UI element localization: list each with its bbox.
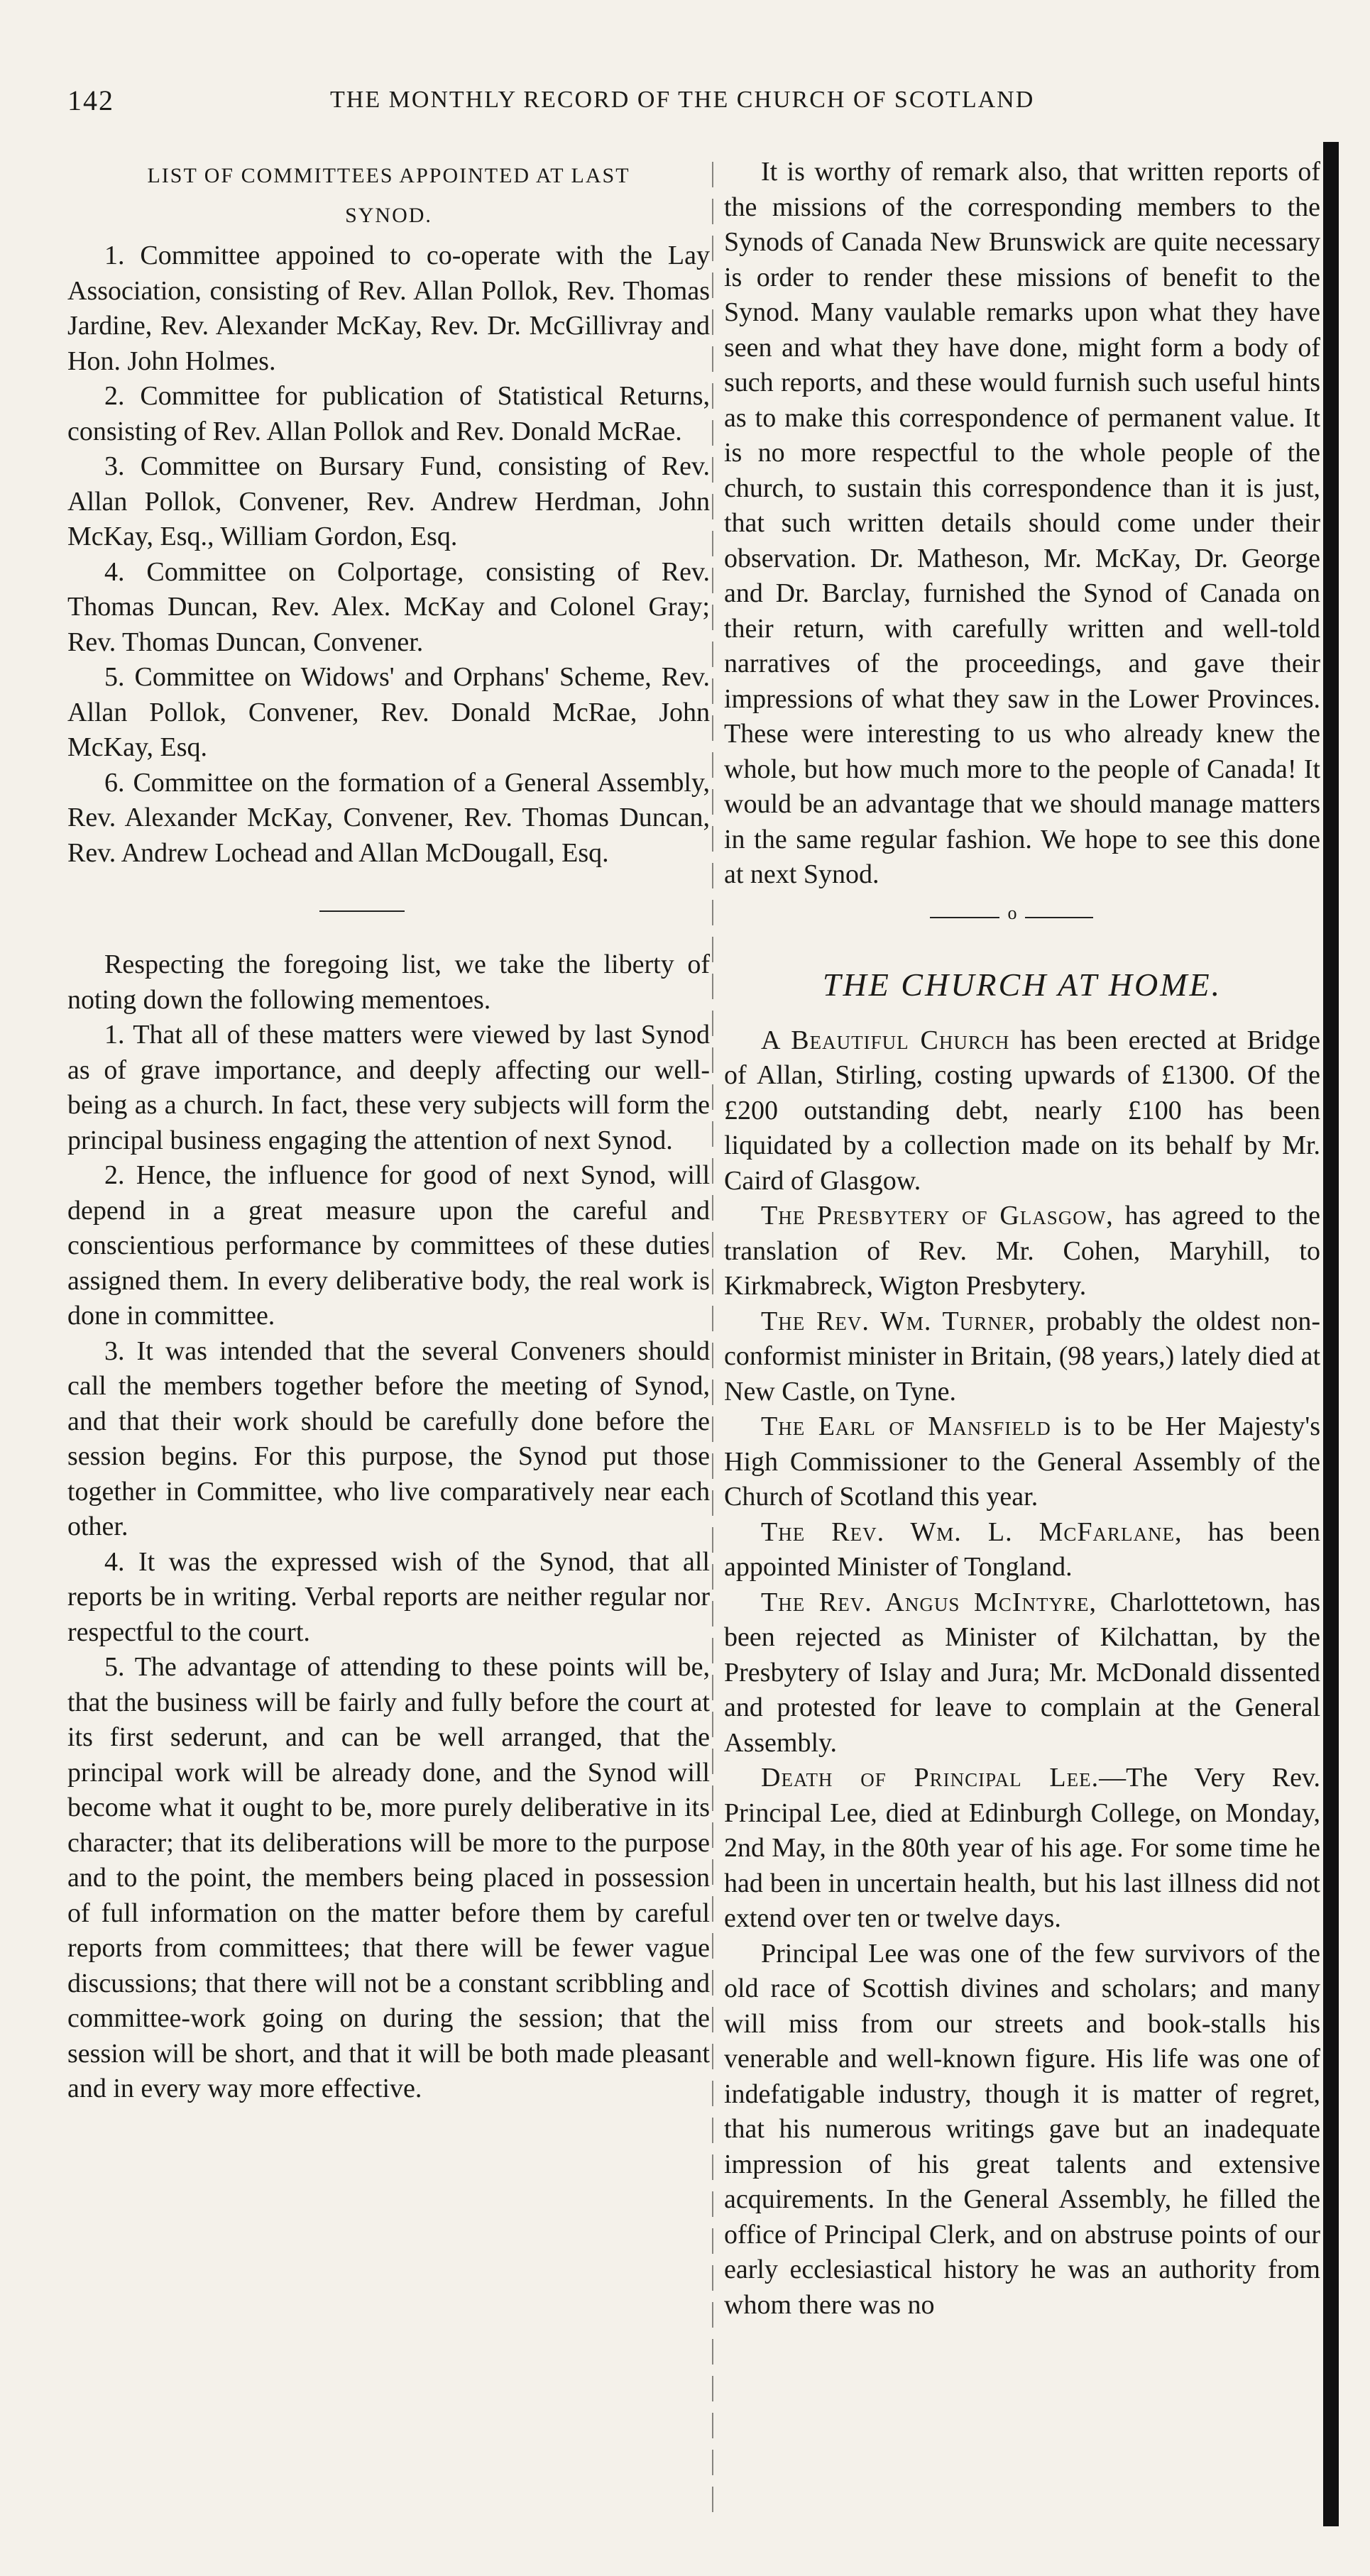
news-item — [724, 1409, 1320, 1515]
news-lead: The Rev. Angus McIntyre, — [761, 1587, 1097, 1617]
news-text: probably the oldest non-conformist minister in Britain, (98 years,) lately died at New Castle, on Tyne. — [724, 1306, 1320, 1407]
committees-title-line1: LIST OF COMMITTEES APPOINTED AT LAST — [147, 164, 630, 187]
running-title: THE MONTHLY RECORD OF THE CHURCH OF SCOTLAND — [330, 87, 1035, 113]
left-column — [67, 156, 710, 2107]
page-number: 142 — [67, 84, 114, 116]
committee-item: 6. Committee on the formation of a General Assembly, Rev. Alexander McKay, Convener, Rev. Thomas Duncan, Rev. Andrew Lochead and Allan McDougall, Esq. — [67, 767, 710, 868]
committee-item: 2. Committee for publication of Statistical Returns, consisting of Rev. Allan Pollok and Rev. Donald McRae. — [67, 381, 710, 446]
news-text: has been erected at Bridge of Allan, Stirling, costing upwards of £1300. Of the £200 outstanding debt, nearly £100 has been liquidated by a collection made on its behalf by Mr. Caird of Glasgow. — [724, 1025, 1320, 1196]
section-separator — [724, 897, 1320, 940]
separator-mark: o — [999, 903, 1025, 924]
news-item — [724, 1023, 1320, 1199]
principal-lee-paragraph: Principal Lee was one of the few survivors of the old race of Scottish divines and scholars; and many will miss from our streets and book-stalls his venerable and well-known figure. His life was one of indefatigable industry, though it is matter of regret, that his numerous writings gave but an inadequate impression of his great talents and extensive acquirements. In the General Assembly, he filled the office of Principal Clerk, and on abstruse points of our early ecclesiastical history he was an authority from whom there was no — [724, 1938, 1320, 2320]
page-edge-shadow — [1323, 142, 1339, 2526]
news-text: —The Very Rev. Principal Lee, died at Edinburgh College, on Monday, 2nd May, in the 80th year of his age. For some time he had been in uncertain health, but his last illness did not extend over ten or twelve days. — [724, 1763, 1320, 1933]
column-divider — [712, 162, 713, 2518]
right-column — [724, 155, 1320, 2323]
mementoes-intro: Respecting the foregoing list, we take the liberty of noting down the following mementoes. — [67, 950, 710, 1015]
news-lead: Death of Principal Lee. — [761, 1763, 1100, 1793]
news-lead: The Rev. Wm. Turner, — [761, 1306, 1036, 1336]
memento-item: 2. Hence, the influence for good of next Synod, will depend in a great measure upon the careful and conscientious performance by committees of these duties assigned them. In every deliberative body, the real work is done in committee. — [67, 1160, 710, 1331]
news-text: has agreed to the translation of Rev. Mr. Cohen, Maryhill, to Kirkmabreck, Wigton Presbytery. — [724, 1201, 1320, 1301]
correspondence-paragraph: It is worthy of remark also, that written reports of the missions of the corresponding members to the Synods of Canada New Brunswick are quite necessary is order to render these missions of benefit to the Synod. Many vaulable remarks upon what they have seen and what they have done, might form a body of such reports, and these would furnish such useful hints as to make this correspondence of permanent value. It is no more respectful to the whole people of the church, to sustain this correspondence than it is just, that such written details should come under their observation. Dr. Matheson, Mr. McKay, Dr. George and Dr. Barclay, furnished the Synod of Canada on their return, with carefully written and well-told narratives of the proceedings, and gave their impressions of what they saw in the Lower Provinces. These were interesting to us who already knew the whole, but how much more to the people of Canada! It would be an advantage that we should manage matters in the same regular fashion. We hope to see this done at next Synod. — [724, 157, 1320, 889]
memento-item: 4. It was the expressed wish of the Synod, that all reports be in writing. Verbal reports are neither regular nor respectful to the court. — [67, 1546, 710, 1647]
committee-item: 4. Committee on Colportage, consisting of Rev. Thomas Duncan, Rev. Alex. McKay and Colonel Gray; Rev. Thomas Duncan, Convener. — [67, 556, 710, 657]
memento-item: 3. It was intended that the several Conveners should call the members together before the meeting of Synod, and that their work should be carefully done before the session begins. For this purpose, the Synod put those together in Committee, who live comparatively near each other. — [67, 1336, 710, 1541]
memento-item: 5. The advantage of attending to these points will be, that the business will be fairly and fully before the court at its first sederunt, and can be well arranged, that the principal work will be already done, and the Synod will become what it ought to be, more purely deliberative in its character; that its deliberations will be more to the purpose and to the point, the members being placed in possession of full information on the matter before them by careful reports from committees; that there will be fewer vague discussions; that there will not be a constant scribbling and committee-work going on during the session; that the session will be short, and that it will be both made pleasant and in every way more effective. — [67, 1652, 710, 2103]
news-item — [724, 1304, 1320, 1410]
news-item — [724, 1585, 1320, 1761]
memento-item: 1. That all of these matters were viewed by last Synod as of grave importance, and deeply affecting our well-being as a church. In fact, these very subjects will form the principal business engaging the attention of next Synod. — [67, 1020, 710, 1155]
news-lead: A Beautiful Church — [761, 1025, 1010, 1055]
news-lead: The Earl of Mansfield — [761, 1411, 1051, 1441]
news-lead: The Presbytery of Glasgow, — [761, 1201, 1114, 1231]
church-at-home-heading: THE CHURCH AT HOME. — [822, 966, 1222, 1003]
news-text: is to be Her Majesty's High Commissioner to the General Assembly of the Church of Scotland this year. — [724, 1411, 1320, 1512]
news-text: Charlottetown, has been rejected as Minister of Kilchattan, by the Presbytery of Islay and Jura; Mr. McDonald dissented and protested for leave to complain at the General Assembly. — [724, 1587, 1320, 1758]
news-text: has been appointed Minister of Tongland. — [724, 1517, 1320, 1582]
news-lead: The Rev. Wm. L. McFarlane, — [761, 1517, 1183, 1547]
news-item — [724, 1199, 1320, 1304]
section-rule — [319, 910, 405, 912]
committees-title-line2: SYNOD. — [345, 204, 432, 227]
news-item — [724, 1515, 1320, 1585]
committee-item: 3. Committee on Bursary Fund, consisting of Rev. Allan Pollok, Convener, Rev. Andrew Herdman, John McKay, Esq., William Gordon, Esq. — [67, 451, 710, 551]
committee-item: 1. Committee appoined to co-operate with the Lay Association, consisting of Rev. Allan Pollok, Rev. Thomas Jardine, Rev. Alexander McKay, Rev. Dr. McGillivray and Hon. John Holmes. — [67, 241, 710, 376]
committees-section-title — [67, 156, 710, 236]
running-header — [67, 84, 1132, 133]
news-item — [724, 1761, 1320, 1937]
committee-item: 5. Committee on Widows' and Orphans' Scheme, Rev. Allan Pollok, Convener, Rev. Donald McRae, John McKay, Esq. — [67, 662, 710, 762]
